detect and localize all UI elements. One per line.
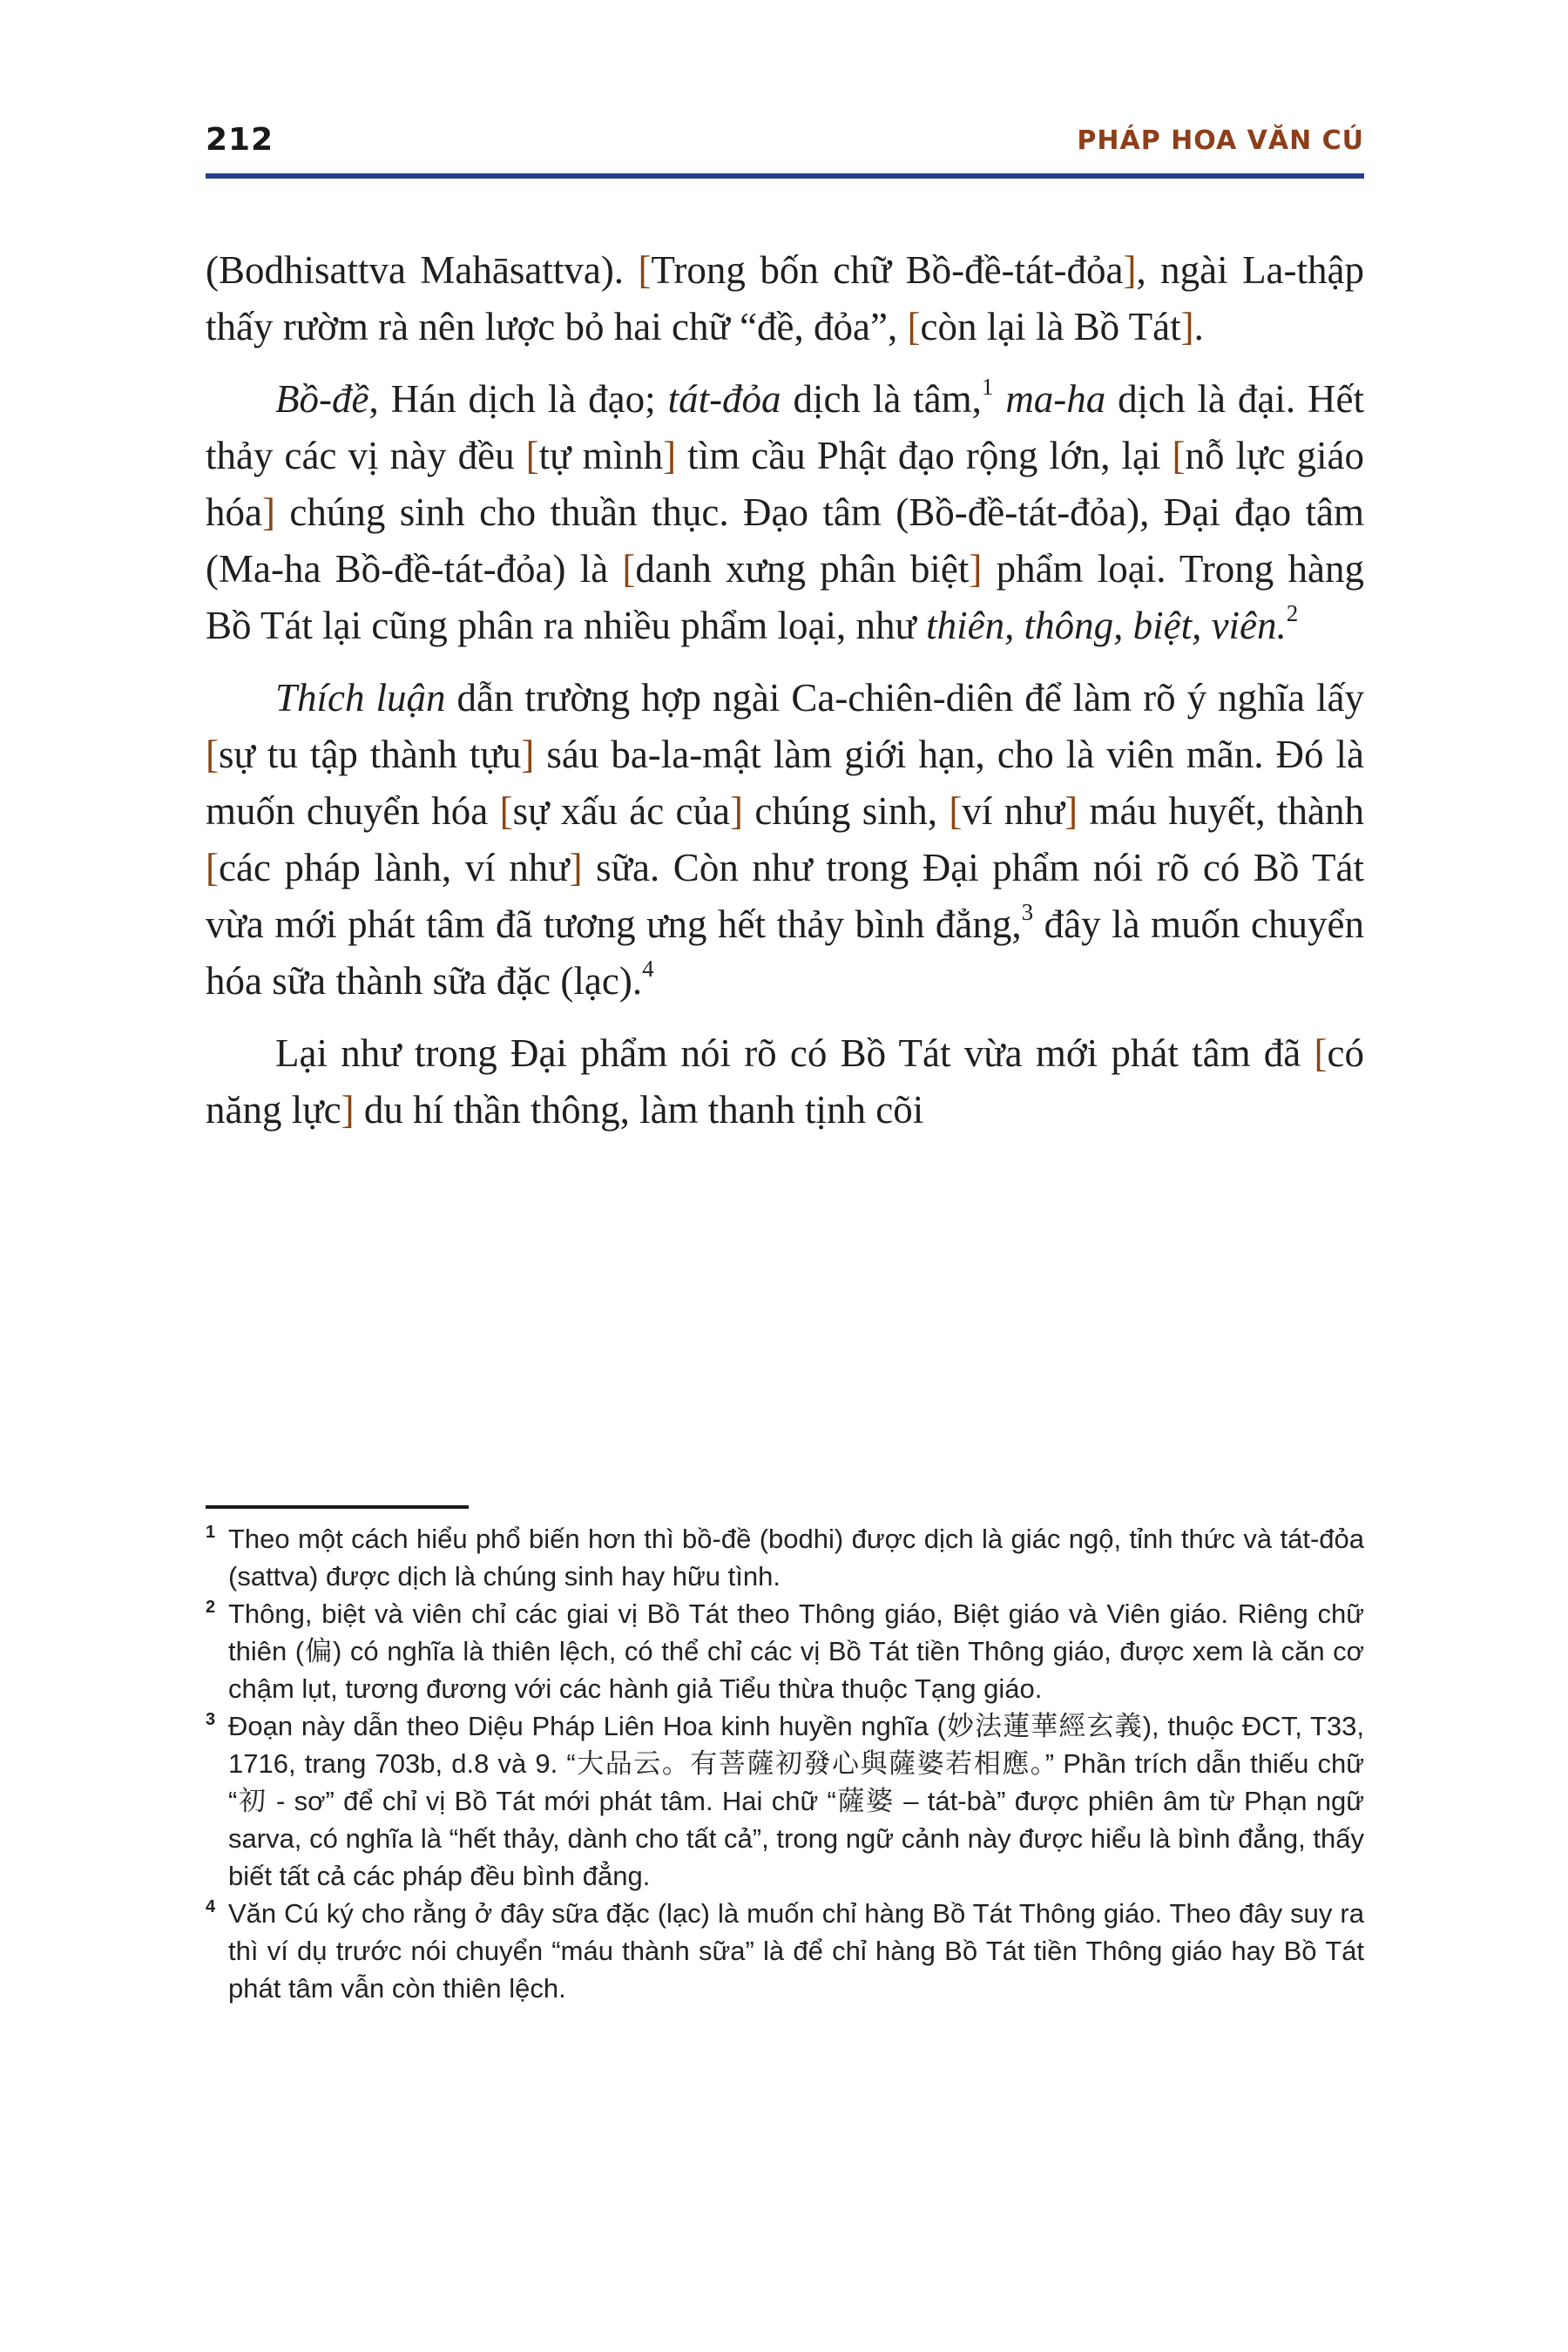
text-run: Lại như trong Đại phẩm nói rõ có Bồ Tát vừa mới phát tâm đã xyxy=(275,1031,1315,1075)
editorial-bracket: ] xyxy=(569,846,583,889)
editorial-bracket: [ xyxy=(622,547,636,591)
page-header xyxy=(206,122,1364,166)
italic-term: Thích luận xyxy=(275,676,446,720)
editorial-bracket: ] xyxy=(341,1088,355,1132)
text-run: , Hán dịch là đạo; xyxy=(368,377,668,421)
text-run xyxy=(993,377,1005,421)
footnote: 1 Theo một cách hiểu phổ biến hơn thì bồ-đề (bodhi) được dịch là giác ngộ, tỉnh thức và tát-đỏa (sattva) được dịch là chúng sinh hay hữu tình. xyxy=(206,1523,1364,1592)
footnote-separator xyxy=(206,1505,469,1509)
editorial-bracket: ] xyxy=(1123,248,1137,292)
footnotes xyxy=(206,1520,1364,2007)
text-run: du hí thần thông, làm thanh tịnh cõi xyxy=(354,1088,924,1132)
editorial-bracket: ] xyxy=(730,789,743,833)
footnote-reference: 2 xyxy=(1286,599,1299,626)
running-title: PHÁP HOA VĂN CÚ xyxy=(1077,125,1364,156)
text-run: (Bodhisattva Mahāsattva). xyxy=(206,248,639,292)
text-run: dịch là tâm, xyxy=(781,377,982,421)
text-run: Trong bốn chữ Bồ-đề-tát-đỏa xyxy=(651,248,1124,292)
editorial-bracket: [ xyxy=(907,305,921,348)
text-run: sự tu tập thành tựu xyxy=(219,733,522,776)
page-number: 212 xyxy=(206,122,274,158)
text-run: có năng lực xyxy=(206,1031,1364,1132)
italic-term: Bồ-đề xyxy=(275,377,369,421)
italic-term: tát-đỏa xyxy=(667,377,781,421)
text-run: dịch là đại. Hết thảy các vị này đều xyxy=(206,377,1365,477)
footnote-reference: 3 xyxy=(1021,898,1034,925)
body-paragraph xyxy=(206,371,1364,654)
text-run: phẩm loại. Trong hàng Bồ Tát lại cũng phân ra nhiều phẩm loại, như xyxy=(206,547,1364,647)
footnote: 3 Đoạn này dẫn theo Diệu Pháp Liên Hoa kinh huyền nghĩa (妙法蓮華經玄義), thuộc ĐCT, T33, 1716, trang 703b, d.8 và 9. “大品云。有菩薩初發心與薩婆若相應。” Phần trích dẫn thiếu chữ “初 - sơ” để chỉ vị Bồ Tát mới phát tâm. Hai chữ “薩婆 – tát-bà” được phiên âm từ Phạn ngữ sarva, có nghĩa là “hết thảy, dành cho tất cả”, trong ngữ cảnh này được hiểu là bình đẳng, thấy biết tất cả các pháp đều bình đẳng. xyxy=(206,1710,1364,1891)
footnote: 4 Văn Cú ký cho rằng ở đây sữa đặc (lạc) là muốn chỉ hàng Bồ Tát Thông giáo. Theo đây suy ra thì ví dụ trước nói chuyển “máu thành sữa” là để chỉ hàng Bồ Tát tiền Thông giáo hay Bồ Tát phát tâm vẫn còn thiên lệch. xyxy=(206,1897,1364,2004)
footnote-reference: 1 xyxy=(981,373,994,400)
editorial-bracket: [ xyxy=(1172,434,1186,477)
italic-term: thiên, thông, biệt, viên. xyxy=(926,604,1287,647)
text-run: sáu ba-la-mật làm giới hạn, cho là viên mãn. Đó là muốn chuyển hóa xyxy=(206,733,1364,833)
body-paragraph xyxy=(206,242,1364,355)
editorial-bracket: ] xyxy=(261,490,275,534)
editorial-bracket: ] xyxy=(1180,305,1194,348)
text-run: , ngài La-thập thấy rườm rà nên lược bỏ hai chữ “đề, đỏa”, xyxy=(206,248,1364,348)
text-run: các pháp lành, ví như xyxy=(219,846,570,889)
editorial-bracket: [ xyxy=(499,789,513,833)
text-run: còn lại là Bồ Tát xyxy=(920,305,1181,348)
text-run: sự xấu ác của xyxy=(512,789,730,833)
text-run: máu huyết, thành xyxy=(1078,789,1364,833)
body-paragraph xyxy=(206,670,1364,1010)
text-run: . xyxy=(1193,305,1204,348)
editorial-bracket: [ xyxy=(949,789,963,833)
footnote-text: Văn Cú ký cho rằng ở đây sữa đặc (lạc) là muốn chỉ hàng Bồ Tát Thông giáo. Theo đây suy ra thì ví dụ trước nói chuyển “máu thành sữa” là để chỉ hàng Bồ Tát tiền Thông giáo hay Bồ Tát phát tâm vẫn còn thiên lệch. xyxy=(228,1898,1364,2004)
text-run: đây là muốn chuyển hóa sữa thành sữa đặc (lạc). xyxy=(206,902,1364,1003)
editorial-bracket: [ xyxy=(638,248,652,292)
editorial-bracket: [ xyxy=(525,434,539,477)
text-run: ví như xyxy=(962,789,1065,833)
footnote-text: Thông, biệt và viên chỉ các giai vị Bồ Tát theo Thông giáo, Biệt giáo và Viên giáo. Riêng chữ thiên (偏) có nghĩa là thiên lệch, có thể chỉ các vị Bồ Tát tiền Thông giáo, được xem là căn cơ chậm lụt, tương đương với các hành giả Tiểu thừa thuộc Tạng giáo. xyxy=(228,1598,1364,1704)
footnote-text: Đoạn này dẫn theo Diệu Pháp Liên Hoa kinh huyền nghĩa (妙法蓮華經玄義), thuộc ĐCT, T33, 1716, trang 703b, d.8 và 9. “大品云。有菩薩初發心與薩婆若相應。” Phần trích dẫn thiếu chữ “初 - sơ” để chỉ vị Bồ Tát mới phát tâm. Hai chữ “薩婆 – tát-bà” được phiên âm từ Phạn ngữ sarva, có nghĩa là “hết thảy, dành cho tất cả”, trong ngữ cảnh này được hiểu là bình đẳng, thấy biết tất cả các pháp đều bình đẳng. xyxy=(228,1711,1364,1891)
text-run: nỗ lực giáo hóa xyxy=(206,434,1365,534)
editorial-bracket: ] xyxy=(1064,789,1078,833)
italic-term: ma-ha xyxy=(1005,377,1106,421)
header-rule xyxy=(206,173,1364,179)
text-run: chúng sinh cho thuần thục. Đạo tâm (Bồ-đề-tát-đỏa), Đại đạo tâm (Ma-ha Bồ-đề-tát-đỏa) là xyxy=(206,490,1364,591)
editorial-bracket: [ xyxy=(1314,1031,1328,1075)
editorial-bracket: [ xyxy=(206,846,219,889)
footnote-reference: 4 xyxy=(642,955,654,982)
footnote: 2 Thông, biệt và viên chỉ các giai vị Bồ Tát theo Thông giáo, Biệt giáo và Viên giáo. Riêng chữ thiên (偏) có nghĩa là thiên lệch, có thể chỉ các vị Bồ Tát tiền Thông giáo, được xem là căn cơ chậm lụt, tương đương với các hành giả Tiểu thừa thuộc Tạng giáo. xyxy=(206,1598,1364,1704)
text-run: tìm cầu Phật đạo rộng lớn, lại xyxy=(676,434,1173,477)
text-run: danh xưng phân biệt xyxy=(635,547,970,591)
text-run: dẫn trường hợp ngài Ca-chiên-diên để làm rõ ý nghĩa lấy xyxy=(445,676,1364,720)
text-run: tự mình xyxy=(538,434,664,477)
editorial-bracket: ] xyxy=(969,547,983,591)
body-text xyxy=(206,242,1364,1154)
editorial-bracket: [ xyxy=(206,733,219,776)
editorial-bracket: ] xyxy=(521,733,535,776)
editorial-bracket: ] xyxy=(663,434,677,477)
text-run: chúng sinh, xyxy=(743,789,950,833)
footnote-text: Theo một cách hiểu phổ biến hơn thì bồ-đề (bodhi) được dịch là giác ngộ, tỉnh thức và tát-đỏa (sattva) được dịch là chúng sinh hay hữu tình. xyxy=(228,1524,1364,1592)
body-paragraph xyxy=(206,1025,1364,1139)
text-run: sữa. Còn như trong Đại phẩm nói rõ có Bồ Tát vừa mới phát tâm đã tương ưng hết thảy bình đẳng, xyxy=(206,846,1365,946)
